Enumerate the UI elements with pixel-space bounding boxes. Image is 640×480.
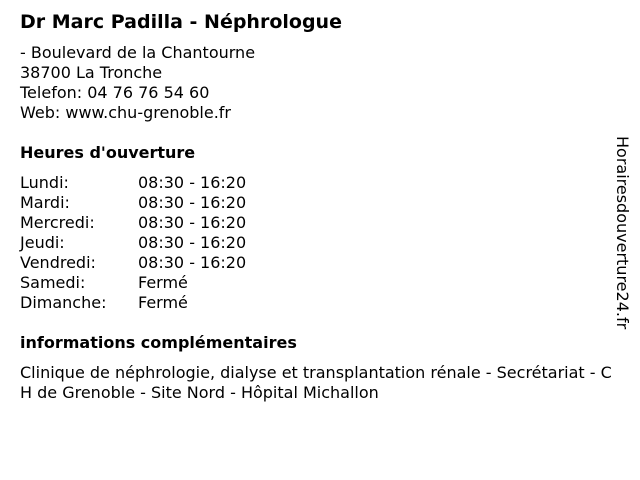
additional-info-heading: informations complémentaires xyxy=(20,333,297,352)
day-label: Vendredi: xyxy=(20,253,96,272)
hours-row-friday xyxy=(20,253,610,273)
hours-value: 08:30 - 16:20 xyxy=(138,173,247,192)
hours-row-thursday xyxy=(20,233,610,253)
hours-row-tuesday xyxy=(20,193,610,213)
day-label: Jeudi: xyxy=(20,233,65,252)
phone-number: Telefon: 04 76 76 54 60 xyxy=(20,83,210,102)
additional-info-text: Clinique de néphrologie, dialyse et transplantation rénale - Secrétariat - CH de Grenoble - Site Nord - Hôpital Michallon xyxy=(20,363,612,402)
hours-row-saturday xyxy=(20,273,610,293)
day-label: Mercredi: xyxy=(20,213,95,232)
page-title: Dr Marc Padilla - Néphrologue xyxy=(20,11,342,33)
address-street: - Boulevard de la Chantourne xyxy=(20,43,256,62)
day-label: Mardi: xyxy=(20,193,70,212)
opening-hours-table xyxy=(20,173,610,313)
address-city: 38700 La Tronche xyxy=(20,63,163,82)
day-label: Lundi: xyxy=(20,173,69,192)
site-watermark: Horairesdouverture24.fr xyxy=(613,136,632,330)
hours-row-wednesday xyxy=(20,213,610,233)
hours-value: 08:30 - 16:20 xyxy=(138,253,247,272)
hours-value: Fermé xyxy=(138,293,188,312)
hours-value: 08:30 - 16:20 xyxy=(138,233,247,252)
day-label: Samedi: xyxy=(20,273,86,292)
hours-value: Fermé xyxy=(138,273,188,292)
hours-row-monday xyxy=(20,173,610,193)
hours-row-sunday xyxy=(20,293,610,313)
day-label: Dimanche: xyxy=(20,293,107,312)
hours-value: 08:30 - 16:20 xyxy=(138,213,247,232)
hours-value: 08:30 - 16:20 xyxy=(138,193,247,212)
contact-block xyxy=(20,43,610,123)
doctor-info-card xyxy=(20,10,610,403)
website: Web: www.chu-grenoble.fr xyxy=(20,103,231,122)
opening-hours-heading: Heures d'ouverture xyxy=(20,143,196,162)
